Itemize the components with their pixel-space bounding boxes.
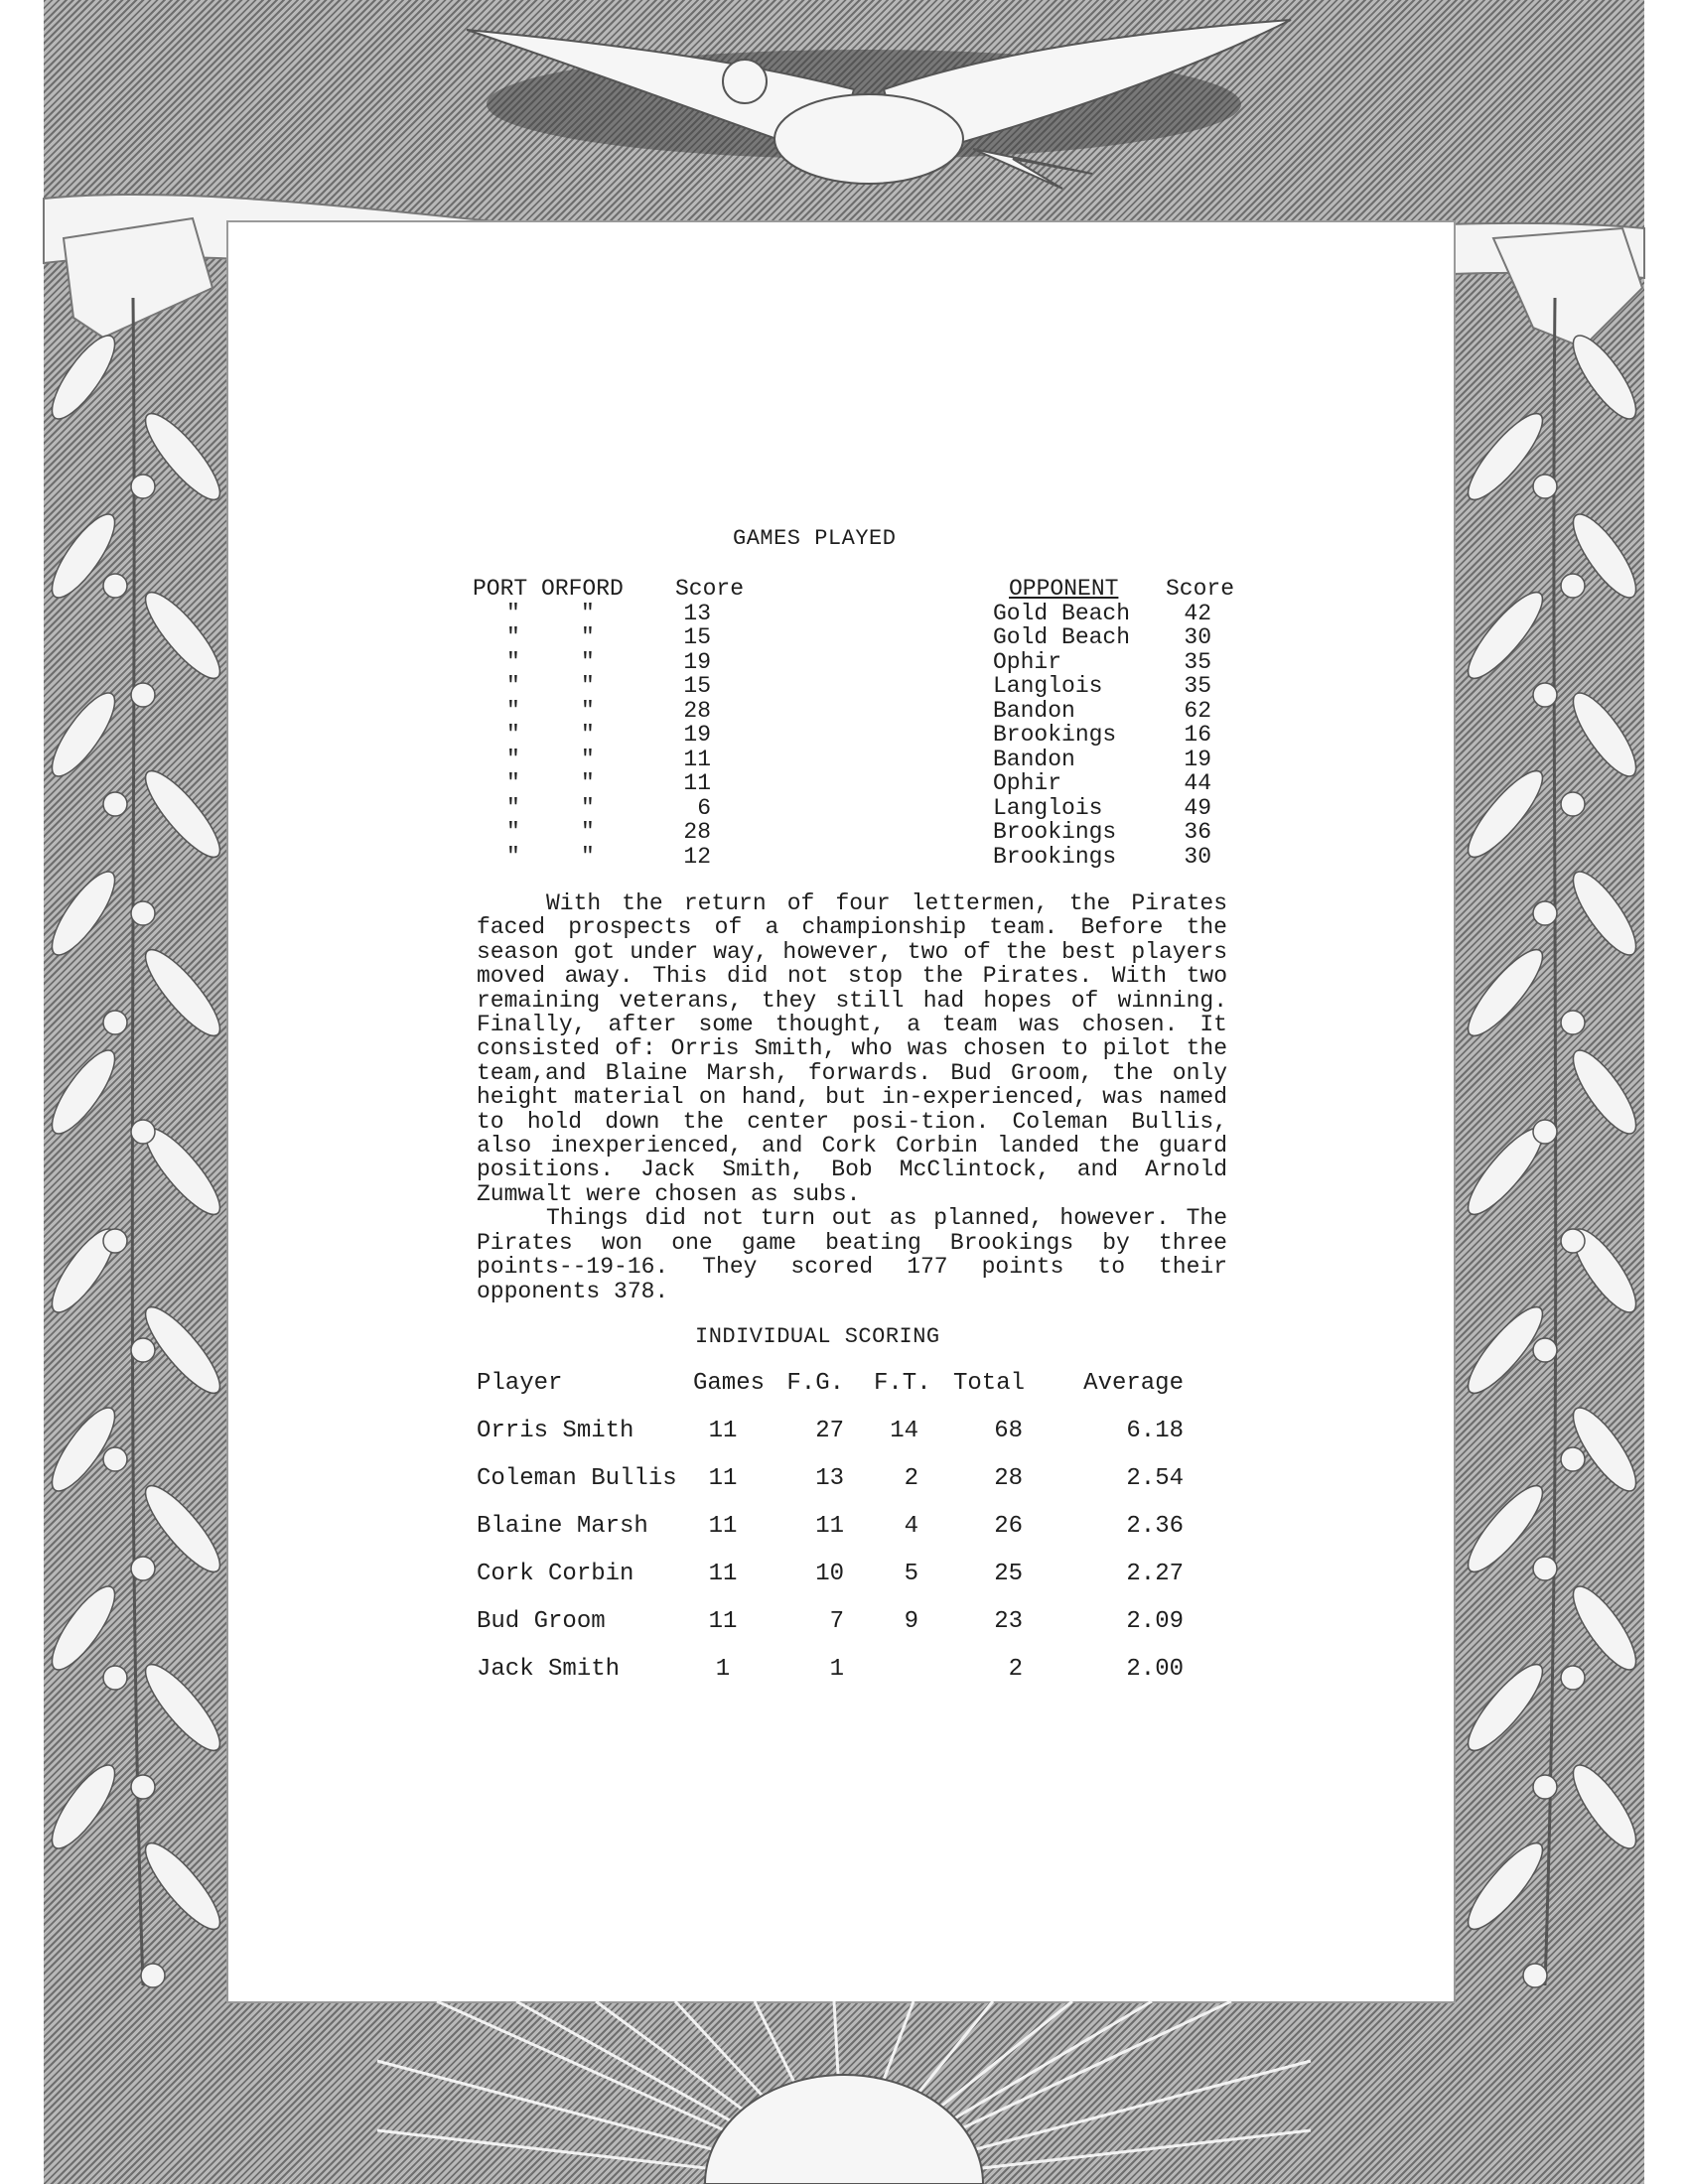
player-name: Cork Corbin [477,1561,634,1587]
player-field-goals: 27 [815,1418,844,1444]
player-free-throws: 9 [904,1608,918,1635]
player-total: 23 [994,1608,1023,1635]
port-orford-score: 19 [683,648,711,675]
table-row [477,1513,1231,1561]
port-ditto-2: " [581,794,595,821]
port-ditto-2: " [581,673,595,699]
player-field-goals: 13 [815,1465,844,1492]
average-header: Average [1083,1370,1184,1397]
opponent-score: 30 [1184,843,1211,870]
scoring-body [477,1418,1231,1704]
player-name: Bud Groom [477,1608,606,1635]
port-ditto-2: " [581,819,595,845]
games-header: Games [693,1370,766,1397]
player-free-throws: 14 [890,1418,918,1444]
player-total: 26 [994,1513,1023,1540]
table-row [473,722,1237,747]
port-ditto-1: " [506,648,520,675]
table-row [473,795,1237,820]
opponent-name: Bandon [993,697,1075,724]
opponent-score: 35 [1184,673,1211,699]
port-ditto-1: " [506,746,520,772]
individual-scoring-table [477,1370,1231,1704]
opponent-name: Bandon [993,746,1075,772]
rising-sun-icon [377,2001,1311,2184]
player-field-goals: 1 [829,1656,844,1683]
table-row [477,1561,1231,1608]
port-orford-score: 11 [683,770,711,796]
opponent-score: 62 [1184,697,1211,724]
player-games: 1 [715,1656,731,1683]
opponent-name: Langlois [993,794,1103,821]
port-ditto-2: " [581,697,595,724]
table-row [473,673,1237,698]
player-average: 6.18 [1126,1418,1184,1444]
player-name: Jack Smith [477,1656,621,1683]
games-played-title: GAMES PLAYED [733,526,897,551]
table-row [473,747,1237,771]
left-margin [0,0,44,2184]
port-orford-score: 11 [683,746,711,772]
total-header: Total [953,1370,1026,1397]
player-average: 2.54 [1126,1465,1184,1492]
player-games: 11 [708,1418,738,1444]
scoring-header-row [477,1370,1231,1418]
individual-scoring-title: INDIVIDUAL SCORING [695,1324,940,1349]
opponent-score: 35 [1184,648,1211,675]
port-orford-score: 13 [683,600,711,626]
player-total: 2 [1008,1656,1023,1683]
table-row [473,624,1237,649]
player-average: 2.00 [1126,1656,1184,1683]
opponent-name: Gold Beach [993,600,1131,626]
port-orford-header: PORT ORFORD [473,576,624,602]
port-ditto-2: " [581,770,595,796]
port-ditto-1: " [506,843,520,870]
port-ditto-2: " [581,600,595,626]
player-total: 68 [994,1418,1023,1444]
opponent-name: Gold Beach [993,624,1131,650]
table-row [477,1656,1231,1704]
season-narrative [477,891,1227,1303]
port-orford-score: 19 [683,722,711,748]
port-ditto-1: " [506,794,520,821]
player-free-throws: 5 [904,1561,918,1587]
right-margin [1644,0,1688,2184]
table-row [473,698,1237,723]
player-field-goals: 10 [815,1561,844,1587]
score-header: Score [675,576,745,602]
player-name: Orris Smith [477,1418,634,1444]
narrative-paragraph-2: Things did not turn out as planned, however. The Pirates won one game beating Brookings by three points--19-16. They scored 177 points to their opponents 378. [477,1205,1227,1304]
port-ditto-1: " [506,600,520,626]
fg-header: F.G. [786,1370,844,1397]
player-free-throws: 4 [904,1513,918,1540]
port-ditto-1: " [506,770,520,796]
opponent-header: OPPONENT [1009,576,1119,602]
port-orford-score: 15 [683,624,711,650]
player-average: 2.09 [1126,1608,1184,1635]
opponent-name: Langlois [993,673,1103,699]
player-average: 2.36 [1126,1513,1184,1540]
port-orford-score: 28 [683,697,711,724]
table-row [477,1418,1231,1465]
port-orford-score: 28 [683,819,711,845]
opponent-name: Brookings [993,819,1117,845]
opponent-score: 36 [1184,819,1211,845]
games-played-table [473,576,1237,868]
player-total: 25 [994,1561,1023,1587]
player-average: 2.27 [1126,1561,1184,1587]
table-row [473,819,1237,844]
opponent-score: 44 [1184,770,1211,796]
player-name: Coleman Bullis [477,1465,677,1492]
port-orford-score: 15 [683,673,711,699]
table-row [473,601,1237,625]
table-row [477,1465,1231,1513]
dove-emblem-icon [417,10,1311,228]
player-header: Player [477,1370,563,1397]
opponent-name: Ophir [993,648,1062,675]
opponent-score: 16 [1184,722,1211,748]
table-row [473,649,1237,674]
player-name: Blaine Marsh [477,1513,648,1540]
player-games: 11 [708,1608,738,1635]
laurel-branch-left-icon [44,298,232,1985]
opponent-score: 30 [1184,624,1211,650]
laurel-branch-right-icon [1456,298,1644,1985]
table-row [477,1608,1231,1656]
port-ditto-1: " [506,624,520,650]
port-ditto-1: " [506,819,520,845]
player-field-goals: 11 [815,1513,844,1540]
opponent-name: Ophir [993,770,1062,796]
games-header-row [473,576,1237,601]
port-ditto-1: " [506,722,520,748]
ft-header: F.T. [874,1370,931,1397]
player-games: 11 [708,1465,738,1492]
player-total: 28 [994,1465,1023,1492]
opponent-name: Brookings [993,722,1117,748]
player-games: 11 [708,1561,738,1587]
narrative-paragraph-1: With the return of four lettermen, the Pirates faced prospects of a championship team. Before the season got under way, however, two of the best players moved away. This did not stop the Pirates. With two remaining veterans, they still had hopes of winning. Finally, after some thought, a team was chosen. It consisted of: Orris Smith, who was chosen to pilot the team,and Blaine Marsh, forwards. Bud Groom, the only height material on hand, but in-experienced, was named to hold down the center posi-tion. Coleman Bullis, also inexperienced, and Cork Corbin landed the guard positions. Jack Smith, Bob McClintock, and Arnold Zumwalt were chosen as subs. [477,890,1227,1207]
games-body [473,601,1237,869]
port-ditto-1: " [506,697,520,724]
port-ditto-2: " [581,722,595,748]
opponent-score-header: Score [1166,576,1235,602]
port-ditto-2: " [581,624,595,650]
opponent-score: 42 [1184,600,1211,626]
port-orford-score: 6 [697,794,711,821]
port-ditto-1: " [506,673,520,699]
opponent-score: 49 [1184,794,1211,821]
table-row [473,844,1237,869]
port-ditto-2: " [581,843,595,870]
table-row [473,770,1237,795]
opponent-name: Brookings [993,843,1117,870]
player-free-throws: 2 [904,1465,918,1492]
player-field-goals: 7 [829,1608,844,1635]
player-games: 11 [708,1513,738,1540]
port-ditto-2: " [581,746,595,772]
port-orford-score: 12 [683,843,711,870]
opponent-score: 19 [1184,746,1211,772]
port-ditto-2: " [581,648,595,675]
